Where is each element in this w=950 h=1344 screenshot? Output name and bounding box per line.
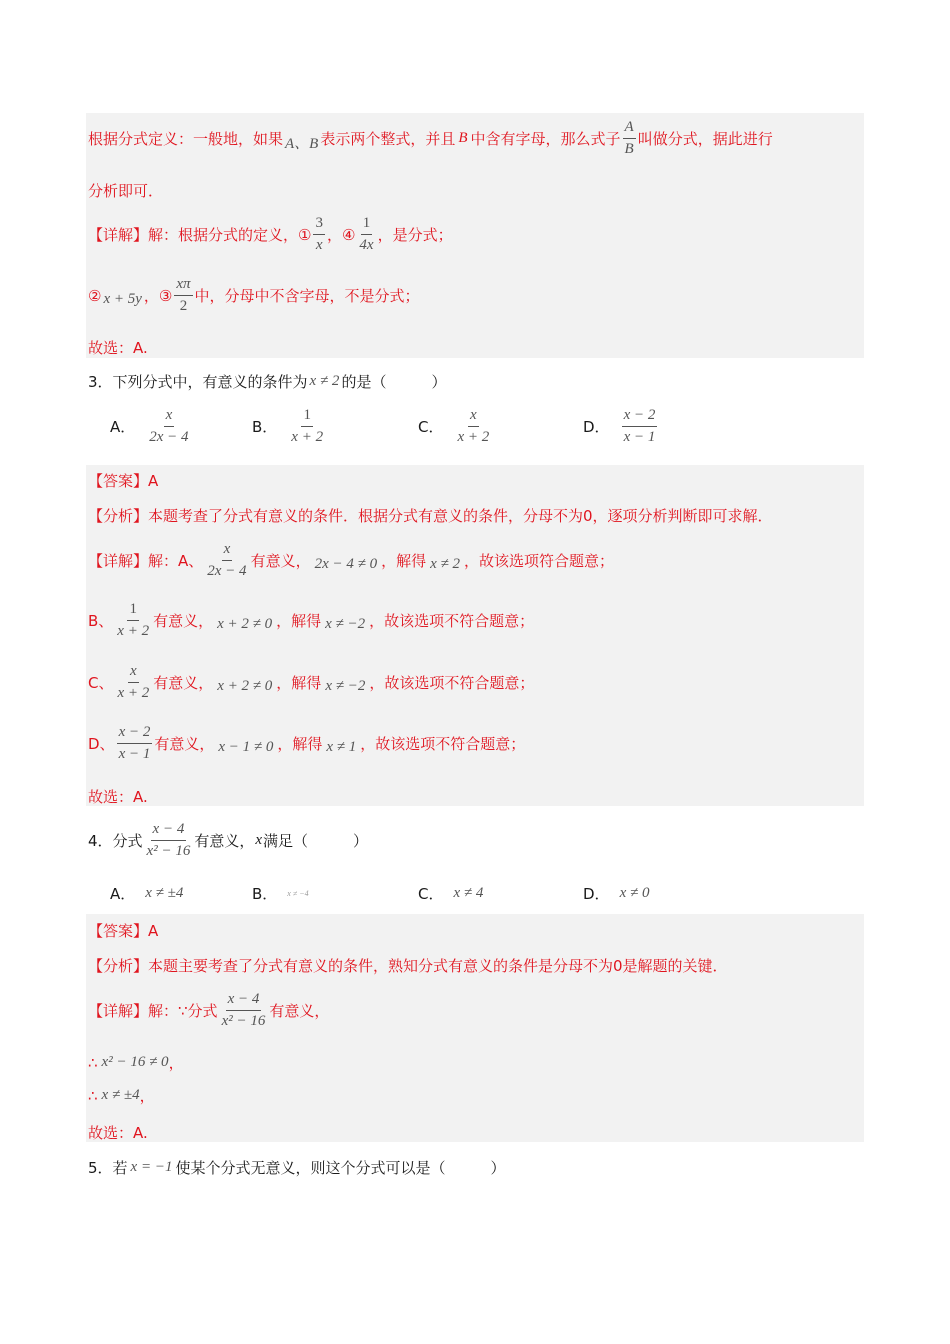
q3-stem: 3．下列分式中，有意义的条件为 x ≠ 2 的是（ ） <box>88 373 447 391</box>
expr-A-B: A、B <box>285 136 319 152</box>
fraction: $\frac{x - 2}{x - 1}$ <box>623 407 656 445</box>
q4-option-d[interactable]: D． x ≠ 0 <box>583 885 650 903</box>
detail-tag: 【详解】 <box>88 226 149 244</box>
q5-stem: 5．若 x = −1 使某个分式无意义，则这个分式可以是（ ） <box>88 1159 506 1177</box>
fraction-q4: $\frac{x - 4}{\text{x² − 16}}$ <box>146 821 191 859</box>
q3-analysis: 【分析】本题考查了分式有意义的条件．根据分式有意义的条件，分母不为0，逐项分析判断即可求解． <box>88 507 773 525</box>
fraction-xpi-over-2: $\frac{x\pi}{2}$ <box>176 276 191 314</box>
q4-step2: ∴ x ≠ ±4 ， <box>88 1086 155 1105</box>
q4-option-b[interactable]: B． x ≠ −4 <box>252 885 309 903</box>
fraction: $\frac{1}{x + 2}$ <box>117 601 150 639</box>
q3-option-b[interactable]: B． $\frac{1}{x + 2}$ <box>252 407 324 445</box>
q3-detail-row-b: B、 $\frac{1}{x + 2}$ 有意义， x + 2 ≠ 0 ，解得 x ≠ −2 ，故该选项不符合题意； <box>88 601 535 639</box>
condition-x-ne-2: x ≠ 2 <box>309 373 340 389</box>
fraction-3-over-x: $\frac{3}{x}$ <box>315 215 323 253</box>
expr-x-plus-5y: x + 5y <box>103 291 142 307</box>
expr-B: B <box>458 130 468 146</box>
q3-option-d[interactable]: D． $\frac{x - 2}{x - 1}$ <box>583 407 656 445</box>
fraction: $\frac{x - 2}{x - 1}$ <box>118 724 151 762</box>
detail-tag: 【详解】 <box>88 1002 149 1020</box>
fraction: $\frac{x}{x + 2}$ <box>117 663 150 701</box>
q4-detail-line: 【详解】 解：∵分式 $\frac{x - 4}{\text{x² − 16}}$ 有意义， <box>88 991 330 1029</box>
q2-detail-line1: 【详解】 解：根据分式的定义，① $\frac{3}{x}$ ，④ $\frac{1}{4x}$ ，是分式； <box>88 215 453 253</box>
fraction: $\frac{1}{x + 2}$ <box>291 407 324 445</box>
q3-option-a[interactable]: A． $\frac{x}{2x - 4}$ <box>110 407 189 445</box>
fraction-q4-detail: $\frac{x - 4}{\text{x² − 16}}$ <box>221 991 266 1029</box>
q3-choice: 故选：A. <box>88 788 148 806</box>
q3-detail-row-c: C、 $\frac{x}{x + 2}$ 有意义， x + 2 ≠ 0 ，解得 x ≠ −2 ，故该选项不符合题意； <box>88 663 535 701</box>
fraction: $\frac{x}{2x - 4}$ <box>149 407 189 445</box>
q2-detail-line2: ② x + 5y ，③ $\frac{x\pi}{2}$ 中，分母中不含字母，不是分式； <box>88 276 420 314</box>
fraction-A-over-B: $\frac{A}{B}$ <box>624 119 634 157</box>
fraction: $\frac{x}{x + 2}$ <box>457 407 490 445</box>
q2-choice: 故选：A. <box>88 339 148 357</box>
q3-answer: 【答案】A <box>88 472 159 490</box>
q3-detail-row-d: D、 $\frac{x - 2}{x - 1}$ 有意义， x − 1 ≠ 0 ，解得 x ≠ 1 ，故该选项不符合题意； <box>88 724 526 762</box>
q4-step1: ∴ x² − 16 ≠ 0 ， <box>88 1053 184 1072</box>
q2-definition-line2: 分析即可． <box>88 182 164 200</box>
fraction: $\frac{x}{2x - 4}$ <box>207 541 247 579</box>
fraction-1-over-4x: $\frac{1}{4x}$ <box>359 215 374 253</box>
q4-analysis: 【分析】本题主要考查了分式有意义的条件，熟知分式有意义的条件是分母不为0是解题的关键． <box>88 957 728 975</box>
q3-option-c[interactable]: C． $\frac{x}{x + 2}$ <box>418 407 490 445</box>
q4-option-c[interactable]: C． x ≠ 4 <box>418 885 484 903</box>
q2-definition-line1: 根据分式定义：一般地，如果 A、B 表示两个整式，并且 B 中含有字母，那么式子 $\frac{A}{B}$ 叫做分式，据此进行 <box>88 119 773 157</box>
q4-answer: 【答案】A <box>88 922 159 940</box>
q4-choice: 故选：A. <box>88 1124 148 1142</box>
q4-stem: 4．分式 $\frac{x - 4}{\text{x² − 16}}$ 有意义， x 满足（ ） <box>88 821 369 859</box>
q4-option-a[interactable]: A． x ≠ ±4 <box>110 885 184 903</box>
condition-x-eq-neg1: x = −1 <box>130 1159 173 1175</box>
detail-tag: 【详解】 <box>88 552 149 570</box>
q3-detail-row-a: 【详解】 解：A、 $\frac{x}{2x - 4}$ 有意义， 2x − 4 ≠ 0 ，解得 x ≠ 2 ，故该选项符合题意； <box>88 541 615 579</box>
